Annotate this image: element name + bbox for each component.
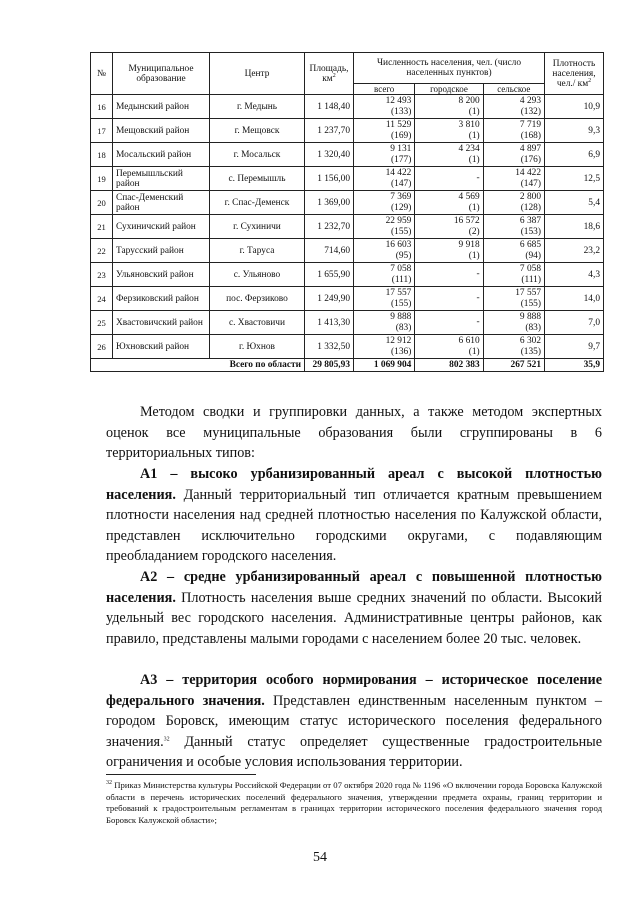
urban-value: 3 810 bbox=[458, 119, 480, 130]
row-area bbox=[305, 335, 354, 359]
total-value: 11 529 bbox=[385, 119, 412, 130]
row-municipality bbox=[113, 95, 210, 119]
row-urban bbox=[415, 95, 483, 119]
row-urban bbox=[415, 191, 483, 215]
row-total bbox=[354, 335, 415, 359]
rural-count: (176) bbox=[520, 154, 541, 165]
total-population: 1 069 904 bbox=[354, 359, 415, 372]
total-count: (147) bbox=[391, 178, 412, 189]
row-number bbox=[91, 95, 113, 119]
row-number-text: 16 bbox=[97, 101, 106, 112]
total-count: (177) bbox=[391, 154, 412, 165]
table-row bbox=[91, 311, 604, 335]
table-row bbox=[91, 143, 604, 167]
rural-count: (94) bbox=[525, 250, 541, 261]
density-text: 6,9 bbox=[588, 149, 600, 160]
row-number-text: 23 bbox=[97, 269, 106, 280]
row-municipality bbox=[113, 119, 210, 143]
col-header-rural: сельское bbox=[483, 84, 544, 95]
paragraph-a2 bbox=[106, 567, 602, 649]
density-text: 9,3 bbox=[588, 125, 600, 136]
row-urban bbox=[415, 143, 483, 167]
row-density bbox=[545, 95, 604, 119]
paragraph-a3 bbox=[106, 670, 602, 773]
row-urban bbox=[415, 335, 483, 359]
area-text: 1 413,30 bbox=[317, 317, 350, 328]
a3-title: А3 – территория особого нормирования – историческое поселение федерального значения. bbox=[106, 672, 602, 709]
rural-count: (128) bbox=[520, 202, 541, 213]
row-density bbox=[545, 311, 604, 335]
urban-value: - bbox=[476, 317, 480, 327]
footnote-text: Приказ Министерства культуры Российской Федерации от 07 октября 2020 года № 1196 «О включении города Боровска Калужской области в перечень исторических поселений федерального значения, утверждении предмета охраны, границ территории и требований к градостроительным регламентам в границах территории исторического поселения федерального значения город Боровск Калужской области»; bbox=[106, 780, 602, 825]
density-header-text: Плотность населения, чел./ км bbox=[552, 58, 596, 89]
row-area bbox=[305, 239, 354, 263]
row-area bbox=[305, 167, 354, 191]
density-text: 7,0 bbox=[588, 317, 600, 328]
total-area: 29 805,93 bbox=[305, 359, 354, 372]
urban-value: - bbox=[476, 293, 480, 303]
row-total bbox=[354, 95, 415, 119]
row-rural bbox=[483, 287, 544, 311]
area-text: 1 232,70 bbox=[317, 221, 350, 232]
row-area bbox=[305, 119, 354, 143]
row-municipality bbox=[113, 191, 210, 215]
row-number-text: 17 bbox=[97, 125, 106, 136]
page-number: 54 bbox=[313, 850, 327, 865]
area-text: 1 320,40 bbox=[317, 149, 350, 160]
col-header-urban: городское bbox=[415, 84, 483, 95]
center-text: пос. Ферзиково bbox=[226, 293, 288, 304]
row-rural bbox=[483, 143, 544, 167]
row-rural bbox=[483, 119, 544, 143]
row-total bbox=[354, 311, 415, 335]
row-area bbox=[305, 263, 354, 287]
row-number-text: 24 bbox=[97, 293, 106, 304]
area-text: 1 332,50 bbox=[317, 341, 350, 352]
rural-value: 7 058 bbox=[519, 263, 541, 274]
col-header-population: Численность населения, чел. (число населенных пунктов) bbox=[354, 53, 545, 84]
row-number bbox=[91, 263, 113, 287]
row-total bbox=[354, 191, 415, 215]
total-density: 35,9 bbox=[545, 359, 604, 372]
total-value: 7 369 bbox=[390, 191, 412, 202]
row-center bbox=[210, 239, 305, 263]
row-urban bbox=[415, 239, 483, 263]
row-rural bbox=[483, 335, 544, 359]
row-total bbox=[354, 287, 415, 311]
row-rural bbox=[483, 167, 544, 191]
table-row bbox=[91, 119, 604, 143]
total-count: (95) bbox=[395, 250, 412, 261]
row-urban bbox=[415, 287, 483, 311]
row-total bbox=[354, 119, 415, 143]
row-number bbox=[91, 191, 113, 215]
area-header-sup: 2 bbox=[332, 72, 336, 79]
row-center bbox=[210, 167, 305, 191]
density-text: 5,4 bbox=[588, 197, 600, 208]
total-count: (129) bbox=[391, 202, 412, 213]
density-text: 18,6 bbox=[583, 221, 600, 232]
total-value: 7 058 bbox=[390, 263, 412, 274]
density-text: 9,7 bbox=[588, 341, 600, 352]
col-header-num: № bbox=[91, 53, 113, 95]
row-urban bbox=[415, 311, 483, 335]
area-text: 714,60 bbox=[324, 245, 350, 256]
center-text: г. Мещовск bbox=[234, 125, 280, 136]
area-text: 1 237,70 bbox=[317, 125, 350, 136]
total-count: (83) bbox=[395, 322, 412, 333]
row-density bbox=[545, 263, 604, 287]
col-header-municipality: Муниципальное образование bbox=[113, 53, 210, 95]
row-number bbox=[91, 335, 113, 359]
rural-count: (132) bbox=[520, 106, 541, 117]
municipality-text: Тарусский район bbox=[116, 245, 184, 256]
urban-value: - bbox=[476, 269, 480, 279]
center-text: с. Перемышль bbox=[228, 173, 286, 184]
row-rural bbox=[483, 215, 544, 239]
a3-body: Представлен единственным населенным пунктом – городом Боровск, имеющим статус исторического поселения федерального значения. bbox=[106, 692, 602, 750]
col-header-density bbox=[545, 53, 604, 95]
center-text: с. Ульяново bbox=[233, 269, 281, 280]
rural-count: (168) bbox=[520, 130, 541, 141]
urban-count: (1) bbox=[468, 346, 480, 357]
row-center bbox=[210, 95, 305, 119]
row-density bbox=[545, 239, 604, 263]
area-text: 1 249,90 bbox=[317, 293, 350, 304]
table-row bbox=[91, 335, 604, 359]
urban-value: 4 569 bbox=[458, 191, 480, 202]
a1-title: А1 – высоко урбанизированный ареал с высокой плотностью населения. bbox=[106, 466, 602, 503]
municipality-text: Юхновский район bbox=[116, 341, 190, 352]
center-text: г. Медынь bbox=[236, 101, 278, 112]
table-row bbox=[91, 215, 604, 239]
row-number bbox=[91, 311, 113, 335]
total-count: (136) bbox=[391, 346, 412, 357]
row-rural bbox=[483, 191, 544, 215]
total-value: 22 959 bbox=[385, 215, 412, 226]
urban-value: - bbox=[476, 173, 480, 183]
row-area bbox=[305, 143, 354, 167]
row-total bbox=[354, 263, 415, 287]
row-number-text: 21 bbox=[97, 221, 106, 232]
table-row bbox=[91, 287, 604, 311]
col-header-total: всего bbox=[354, 84, 415, 95]
row-municipality bbox=[113, 215, 210, 239]
footnote-marker: 32 bbox=[106, 780, 112, 787]
row-area bbox=[305, 95, 354, 119]
row-density bbox=[545, 143, 604, 167]
table-body bbox=[91, 95, 604, 359]
rural-value: 14 422 bbox=[515, 167, 541, 178]
row-rural bbox=[483, 239, 544, 263]
row-density bbox=[545, 119, 604, 143]
municipality-text: Перемышльский район bbox=[116, 168, 183, 189]
a2-title: А2 – средне урбанизированный ареал с повышенной плотностью населения. bbox=[106, 569, 602, 606]
row-center bbox=[210, 263, 305, 287]
municipality-text: Сухиничский район bbox=[116, 221, 196, 232]
rural-value: 2 800 bbox=[519, 191, 541, 202]
total-value: 9 131 bbox=[390, 143, 412, 154]
row-area bbox=[305, 215, 354, 239]
a2-body: Плотность населения выше средних значений по области. Высокий удельный вес городского населения. Административные центры районов, как правило, представлены малыми городами с населением более 20 тыс. человек. bbox=[106, 589, 602, 647]
total-value: 14 422 bbox=[385, 167, 412, 178]
area-header-text: Площадь, км bbox=[309, 63, 349, 84]
density-text: 12,5 bbox=[583, 173, 600, 184]
rural-count: (111) bbox=[521, 274, 541, 285]
table-row bbox=[91, 167, 604, 191]
row-center bbox=[210, 287, 305, 311]
footnote bbox=[106, 780, 602, 826]
density-text: 4,3 bbox=[588, 269, 600, 280]
urban-value: 8 200 bbox=[458, 95, 480, 106]
table-row bbox=[91, 191, 604, 215]
rural-value: 6 685 bbox=[519, 239, 541, 250]
row-area bbox=[305, 191, 354, 215]
table-row bbox=[91, 239, 604, 263]
center-text: с. Хвастовичи bbox=[228, 317, 286, 328]
row-center bbox=[210, 335, 305, 359]
total-count: (169) bbox=[391, 130, 412, 141]
row-municipality bbox=[113, 335, 210, 359]
total-value: 17 557 bbox=[385, 287, 412, 298]
center-text: г. Таруса bbox=[239, 245, 275, 256]
footnote-ref: 32 bbox=[163, 735, 170, 742]
row-urban bbox=[415, 215, 483, 239]
row-municipality bbox=[113, 263, 210, 287]
rural-count: (135) bbox=[520, 346, 541, 357]
row-rural bbox=[483, 263, 544, 287]
municipality-text: Ульяновский район bbox=[116, 269, 194, 280]
total-value: 12 493 bbox=[385, 95, 412, 106]
total-count: (155) bbox=[391, 298, 412, 309]
paragraph-a1 bbox=[106, 464, 602, 567]
row-number-text: 25 bbox=[97, 317, 106, 328]
urban-value: 6 610 bbox=[458, 335, 480, 346]
center-text: г. Спас-Деменск bbox=[224, 197, 290, 208]
urban-value: 16 572 bbox=[453, 215, 480, 226]
row-municipality bbox=[113, 143, 210, 167]
municipality-text: Мещовский район bbox=[116, 125, 190, 136]
footnote-divider bbox=[106, 774, 256, 775]
municipality-text: Медынский район bbox=[116, 101, 189, 112]
rural-value: 4 293 bbox=[519, 95, 541, 106]
row-number-text: 26 bbox=[97, 341, 106, 352]
row-rural bbox=[483, 311, 544, 335]
center-text: г. Сухиничи bbox=[233, 221, 281, 232]
row-number bbox=[91, 239, 113, 263]
density-text: 23,2 bbox=[583, 245, 600, 256]
total-value: 16 603 bbox=[385, 239, 412, 250]
col-header-center: Центр bbox=[210, 53, 305, 95]
row-total bbox=[354, 143, 415, 167]
urban-count: (1) bbox=[468, 130, 480, 141]
row-number-text: 22 bbox=[97, 245, 106, 256]
row-number bbox=[91, 119, 113, 143]
area-text: 1 156,00 bbox=[317, 173, 350, 184]
row-center bbox=[210, 119, 305, 143]
row-urban bbox=[415, 167, 483, 191]
row-density bbox=[545, 167, 604, 191]
municipality-text: Спас-Деменский район bbox=[116, 192, 184, 213]
row-number bbox=[91, 143, 113, 167]
rural-value: 6 302 bbox=[519, 335, 541, 346]
row-number bbox=[91, 287, 113, 311]
row-number bbox=[91, 215, 113, 239]
row-municipality bbox=[113, 239, 210, 263]
row-total bbox=[354, 215, 415, 239]
row-urban bbox=[415, 263, 483, 287]
rural-count: (155) bbox=[520, 298, 541, 309]
urban-count: (1) bbox=[468, 250, 480, 261]
area-text: 1 369,00 bbox=[317, 197, 350, 208]
row-municipality bbox=[113, 287, 210, 311]
total-count: (133) bbox=[391, 106, 412, 117]
row-rural bbox=[483, 95, 544, 119]
row-total bbox=[354, 167, 415, 191]
center-text: г. Юхнов bbox=[239, 341, 275, 352]
rural-count: (147) bbox=[520, 178, 541, 189]
row-density bbox=[545, 191, 604, 215]
col-header-area bbox=[305, 53, 354, 95]
row-center bbox=[210, 191, 305, 215]
row-density bbox=[545, 215, 604, 239]
row-number-text: 18 bbox=[97, 149, 106, 160]
row-number-text: 20 bbox=[97, 197, 106, 208]
row-density bbox=[545, 287, 604, 311]
row-municipality bbox=[113, 167, 210, 191]
density-text: 10,9 bbox=[583, 101, 600, 112]
total-label: Всего по области bbox=[91, 359, 305, 372]
rural-value: 6 387 bbox=[519, 215, 541, 226]
row-municipality bbox=[113, 311, 210, 335]
row-center bbox=[210, 143, 305, 167]
row-center bbox=[210, 215, 305, 239]
rural-count: (153) bbox=[520, 226, 541, 237]
total-value: 12 912 bbox=[385, 335, 412, 346]
urban-count: (1) bbox=[468, 106, 480, 117]
density-text: 14,0 bbox=[583, 293, 600, 304]
table-total-row bbox=[91, 359, 604, 372]
rural-value: 17 557 bbox=[515, 287, 541, 298]
row-number bbox=[91, 167, 113, 191]
urban-value: 4 234 bbox=[458, 143, 480, 154]
row-area bbox=[305, 311, 354, 335]
center-text: г. Мосальск bbox=[233, 149, 281, 160]
total-count: (155) bbox=[391, 226, 412, 237]
total-urban: 802 383 bbox=[415, 359, 483, 372]
population-table bbox=[90, 52, 604, 372]
municipality-text: Мосальский район bbox=[116, 149, 192, 160]
municipality-text: Хвастовичский район bbox=[116, 317, 203, 328]
table-row bbox=[91, 95, 604, 119]
density-header-sup: 2 bbox=[588, 77, 592, 84]
urban-count: (1) bbox=[468, 202, 480, 213]
row-urban bbox=[415, 119, 483, 143]
urban-value: 9 918 bbox=[458, 239, 480, 250]
rural-value: 7 719 bbox=[519, 119, 541, 130]
rural-count: (83) bbox=[525, 322, 541, 333]
municipality-text: Ферзиковский район bbox=[116, 293, 199, 304]
a1-body: Данный территориальный тип отличается кратным превышением плотности населения над средней плотностью населения по Калужской области, представлен исключительно городскими округами, с подавляющим преобладанием городского населения. bbox=[106, 486, 602, 564]
urban-count: (2) bbox=[468, 226, 480, 237]
row-density bbox=[545, 335, 604, 359]
rural-value: 9 888 bbox=[519, 311, 541, 322]
row-area bbox=[305, 287, 354, 311]
row-number-text: 19 bbox=[97, 173, 106, 184]
table-row bbox=[91, 263, 604, 287]
urban-count: (1) bbox=[468, 154, 480, 165]
row-total bbox=[354, 239, 415, 263]
a3-body-cont: Данный статус определяет существенные градостроительные ограничения и особые условия использования территории. bbox=[106, 733, 602, 770]
total-value: 9 888 bbox=[390, 311, 412, 322]
total-count: (111) bbox=[391, 274, 412, 285]
paragraph-intro: Методом сводки и группировки данных, а также методом экспертных оценок все муниципальные образования были сгруппированы в 6 территориальных типов: bbox=[106, 404, 602, 461]
total-rural: 267 521 bbox=[483, 359, 544, 372]
area-text: 1 148,40 bbox=[317, 101, 350, 112]
rural-value: 4 897 bbox=[519, 143, 541, 154]
area-text: 1 655,90 bbox=[317, 269, 350, 280]
row-center bbox=[210, 311, 305, 335]
